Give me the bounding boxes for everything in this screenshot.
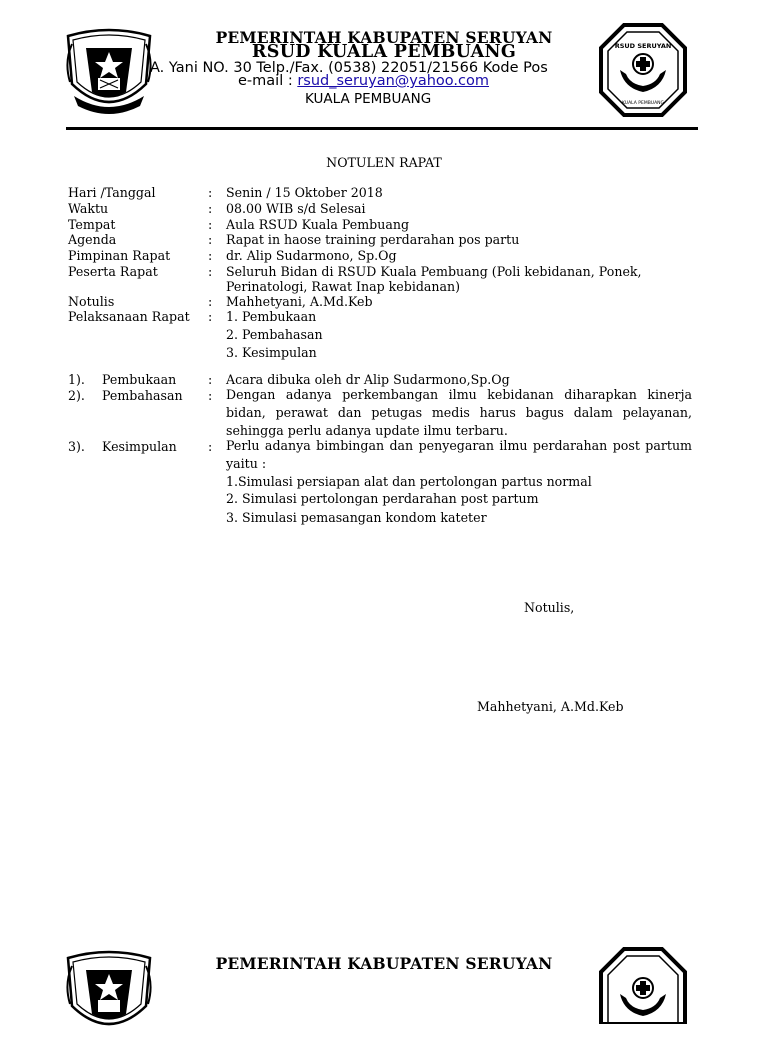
hospital-name: RSUD KUALA PEMBUANG <box>251 42 517 62</box>
detail-label-place: Tempat <box>68 217 116 232</box>
detail-label-leader: Pimpinan Rapat <box>68 248 171 263</box>
city-name: KUALA PEMBUANG <box>305 91 432 107</box>
header-divider <box>66 127 698 130</box>
section-number: 1). <box>68 372 85 387</box>
detail-value-notulis: Mahhetyani, A.Md.Keb <box>226 294 373 309</box>
section-text-opening: Acara dibuka oleh dr Alip Sudarmono,Sp.Og <box>226 372 510 387</box>
logo-text-bottom: KUALA PEMBUANG <box>621 101 665 106</box>
next-page-government-name: PEMERINTAH KABUPATEN SERUYAN <box>215 954 553 973</box>
section-text-discussion: Dengan adanya perkembangan ilmu kebidanan diharapkan kinerja bidan, perawat dan petugas medis harus bagus dalam pelayanan, sehingga perlu adanya update ilmu terbaru. <box>226 387 692 438</box>
implementation-item: 2. Pembahasan <box>226 327 323 342</box>
detail-colon: : <box>208 264 213 279</box>
detail-label-notulis: Notulis <box>68 294 115 309</box>
hospital-address: A. Yani NO. 30 Telp./Fax. (0538) 22051/21566 Kode Pos <box>150 60 548 76</box>
detail-label-time: Waktu <box>68 201 109 216</box>
detail-value-place: Aula RSUD Kuala Pembuang <box>226 217 410 232</box>
conclusion-item: 2. Simulasi pertolongan perdarahan post partum <box>226 491 539 506</box>
signature-role: Notulis, <box>524 600 575 615</box>
detail-label-date: Hari /Tanggal <box>68 185 156 200</box>
section-label-conclusion: Kesimpulan <box>102 439 177 454</box>
government-name: PEMERINTAH KABUPATEN SERUYAN <box>215 28 553 47</box>
document-title: NOTULEN RAPAT <box>326 155 442 170</box>
detail-value-participants: Seluruh Bidan di RSUD Kuala Pembuang (Poli kebidanan, Ponek, <box>226 264 642 279</box>
detail-value-participants-cont: Perinatologi, Rawat Inap kebidanan) <box>226 279 461 294</box>
detail-colon: : <box>208 185 213 200</box>
detail-label-agenda: Agenda <box>68 232 117 247</box>
detail-value-time: 08.00 WIB s/d Selesai <box>226 201 366 216</box>
email-link[interactable]: rsud_seruyan@yahoo.com <box>297 73 489 89</box>
logo-text-top: RSUD SERUYAN <box>614 42 672 50</box>
email-label: e-mail : <box>238 73 293 89</box>
detail-label-implementation: Pelaksanaan Rapat <box>68 309 190 324</box>
hospital-logo-icon <box>598 22 688 118</box>
detail-value-date: Senin / 15 Oktober 2018 <box>226 185 383 200</box>
section-text-conclusion: Perlu adanya bimbingan dan penyegaran ilmu perdarahan post partum yaitu : <box>226 438 692 471</box>
section-label-opening: Pembukaan <box>102 372 177 387</box>
section-colon: : <box>208 388 213 403</box>
section-number: 2). <box>68 388 85 403</box>
detail-colon: : <box>208 217 213 232</box>
signature-name: Mahhetyani, A.Md.Keb <box>477 699 624 714</box>
implementation-item: 3. Kesimpulan <box>226 345 317 360</box>
detail-value-agenda: Rapat in haose training perdarahan pos partu <box>226 232 520 247</box>
conclusion-item: 3. Simulasi pemasangan kondom kateter <box>226 510 487 525</box>
email-line <box>238 73 489 89</box>
hospital-logo-icon <box>598 946 688 1024</box>
conclusion-item: 1.Simulasi persiapan alat dan pertolongan partus normal <box>226 474 592 489</box>
detail-colon: : <box>208 248 213 263</box>
detail-colon: : <box>208 201 213 216</box>
detail-label-participants: Peserta Rapat <box>68 264 158 279</box>
detail-colon: : <box>208 294 213 309</box>
section-colon: : <box>208 439 213 454</box>
detail-colon: : <box>208 309 213 324</box>
detail-value-leader: dr. Alip Sudarmono, Sp.Og <box>226 248 397 263</box>
section-number: 3). <box>68 439 85 454</box>
section-label-discussion: Pembahasan <box>102 388 183 403</box>
detail-colon: : <box>208 232 213 247</box>
section-colon: : <box>208 372 213 387</box>
implementation-item: 1. Pembukaan <box>226 309 317 324</box>
